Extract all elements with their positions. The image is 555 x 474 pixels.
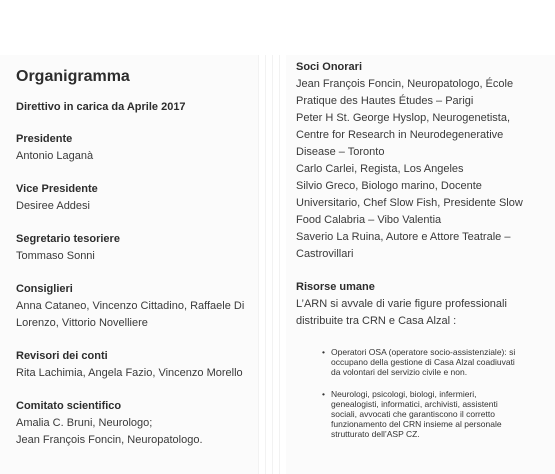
- column-divider: [258, 55, 286, 474]
- section-value: Jean François Foncin, Neuropatologo, École Pratique des Hautes Études – Parigi Peter H St. George Hyslop, Neurogenetista, Centre for Research in Neurodegenerative Disease – Toronto Carlo Carlei, Regista, Los Angeles Silvio Greco, Biologo marino, Docente Universitario, Chef Slow Fish, Presidente Slow Food Calabria – Vibo Valentia Saverio La Ruina, Autore e Attore Teatrale – Castrovillari: [296, 78, 523, 260]
- right-column: [286, 55, 555, 474]
- section-value: L’ARN si avvale di varie figure professionali distribuite tra CRN e Casa Alzal :: [296, 298, 507, 327]
- page-title: Organigramma: [16, 68, 130, 85]
- section-label: Segretario tesoriere: [16, 233, 120, 245]
- section-label: Soci Onorari: [296, 61, 363, 73]
- list-item: • Operatori OSA (operatore socio-assistenziale): si occupano della gestione di Casa Alzal coadiuvati da volontari del servizio civile e non.: [326, 347, 516, 377]
- section-vice-presidente: [16, 181, 258, 215]
- section-risorse-umane: [296, 279, 555, 439]
- section-value: Rita Lachimia, Angela Fazio, Vincenzo Morello: [16, 367, 243, 379]
- section-presidente: [16, 131, 258, 165]
- section-label: Presidente: [16, 133, 73, 145]
- section-soci-onorari: [296, 59, 555, 263]
- bullet-list: [326, 347, 555, 439]
- section-segretario-tesoriere: [16, 231, 258, 265]
- section-label: Comitato scientifico: [16, 400, 122, 412]
- left-column: [0, 55, 258, 474]
- section-value: Desiree Addesi: [16, 200, 90, 212]
- section-value: Tommaso Sonni: [16, 250, 95, 262]
- section-label: Vice Presidente: [16, 183, 98, 195]
- section-value: Anna Cataneo, Vincenzo Cittadino, Raffaele Di Lorenzo, Vittorio Novelliere: [16, 300, 245, 329]
- section-value: Amalia C. Bruni, Neurologo; Jean François Foncin, Neuropatologo.: [16, 417, 203, 446]
- section-revisori-dei-conti: [16, 348, 258, 382]
- page-subtitle: Direttivo in carica da Aprile 2017: [16, 101, 186, 113]
- section-label: Revisori dei conti: [16, 350, 108, 362]
- section-comitato-scientifico: [16, 398, 258, 449]
- section-label: Risorse umane: [296, 281, 375, 293]
- section-label: Consiglieri: [16, 283, 73, 295]
- section-value: Antonio Laganà: [16, 150, 94, 162]
- list-item: • Neurologi, psicologi, biologi, infermieri, genealogisti, informatici, archivisti, assistenti sociali, avvocati che garantiscono il corretto funzionamento del CRN insieme al personale strutturato dell’ASP CZ.: [326, 389, 516, 439]
- section-consiglieri: [16, 281, 258, 332]
